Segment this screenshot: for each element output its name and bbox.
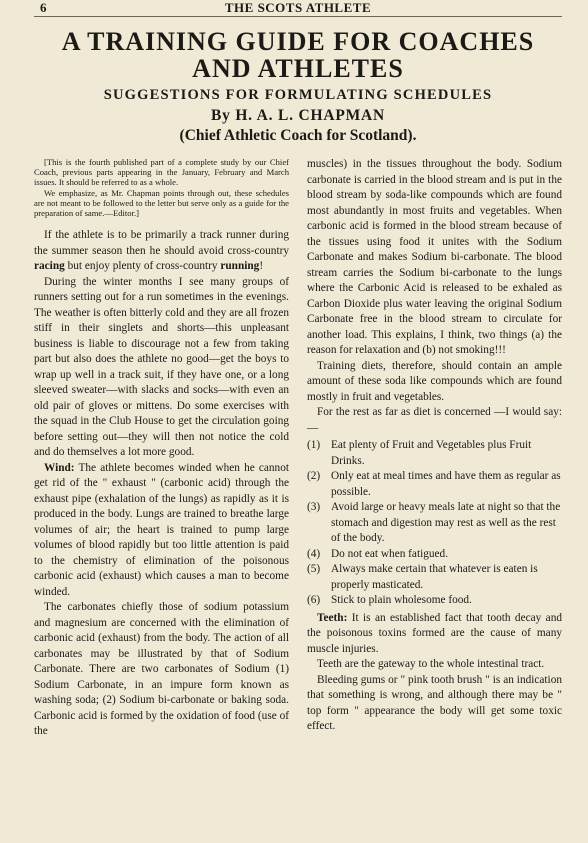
article-title	[34, 28, 562, 82]
editor-note-paragraph: [This is the fourth published part of a complete study by our Chief Coach, previous parts appearing in the January, February and March issues. It should be referred to as a whole.	[34, 157, 289, 188]
wind-heading: Wind:	[44, 461, 75, 474]
teeth-paragraph: Teeth: It is an established fact that tooth decay and the poisonous toxins formed are the cause of many muscle injuries.	[307, 611, 562, 655]
body-paragraph: muscles) in the tissues throughout the body. Sodium carbonate is carried in the blood stream and is put in the blood stream by soda-like compounds which are found most abundantly in most fruits and vegetables. When carbonic acid is formed in the blood stream because of the tissues using food it unites with the Sodium Carbonate and makes Sodium bi-carbonate. The blood stream carries the Sodium bi-carbonate to the lungs where the Carbonic Acid is released to be exhaled as Carbon Dioxide plus water leaving the original Sodium Carbonate free in the blood stream to circulate for another load. This explains, I think, two things (a) the reason for relaxation and (b) not smoking!!!	[307, 158, 562, 356]
body-paragraph: Training diets, therefore, should contain an ample amount of these soda like compounds which are found mostly in fruit and vegetables.	[307, 359, 562, 403]
diet-list-item: (3) Avoid large or heavy meals late at night so that the stomach and digestion may rest as well as the rest of the body.	[307, 501, 561, 544]
running-header	[34, 0, 562, 17]
teeth-heading: Teeth:	[317, 611, 348, 624]
diet-list-item: (5) Always make certain that whatever is eaten is properly masticated.	[307, 563, 538, 591]
article-body	[34, 157, 562, 740]
body-paragraph: Teeth are the gateway to the whole intestinal tract.	[317, 658, 545, 670]
diet-list-item: (2) Only eat at meal times and have them as regular as possible.	[307, 470, 561, 498]
wind-paragraph: Wind: The athlete becomes winded when he cannot get rid of the " exhaust " (carbonic acid) through the exhaust pipe (exhalation of the lungs) as rapidly as it is produced in the body. Lungs are trained to breathe large volumes of air; the heart is trained to pump large volumes of blood rapidly but too little attention is paid to the chemistry of elimination of the poisonous carbonic acid (exhaust) which causes a man to become winded.	[34, 461, 289, 598]
right-column	[307, 157, 562, 740]
diet-list-item: (4) Do not eat when fatigued.	[307, 547, 449, 560]
page-number: 6	[40, 0, 47, 15]
body-paragraph: The carbonates chiefly those of sodium potassium and magnesium are concerned with the elimination of carbonic acid (exhaust) from the body. The action of all carbonates may be illustrated by that of Sodium Carbonate. There are two carbonates of Sodium (1) Sodium Carbonate, in an impure form known as washing soda; (2) Sodium bi-carbonate or baking soda. Carbonic acid is formed by the oxidation of food (use of the	[34, 601, 289, 738]
body-paragraph: If the athlete is to be primarily a track runner during the summer season then he should avoid cross-country racing but enjoy plenty of cross-country running!	[34, 229, 289, 273]
editor-note-paragraph: We emphasize, as Mr. Chapman points through out, these schedules are not meant to be followed to the letter but serve only as a guide for the preparation of same.—Editor.]	[34, 187, 289, 219]
editor-note	[34, 157, 289, 218]
article-title-line-2: AND ATHLETES	[192, 54, 404, 83]
body-paragraph: Bleeding gums or " pink tooth brush " is an indication that something is wrong, and although there may be " top form " appearance the body will get some toxic effect.	[307, 673, 562, 732]
magazine-title: THE SCOTS ATHLETE	[224, 0, 372, 15]
diet-list	[307, 438, 562, 609]
body-paragraph: For the rest as far as diet is concerned —I would say:—	[307, 406, 562, 434]
article-title-line-1: A TRAINING GUIDE FOR COACHES	[61, 27, 535, 56]
author-role: (Chief Athletic Coach for Scotland).	[179, 127, 417, 144]
article-subtitle: SUGGESTIONS FOR FORMULATING SCHEDULES	[103, 87, 493, 103]
diet-list-item: (6) Stick to plain wholesome food.	[307, 594, 472, 606]
author-byline: By H. A. L. CHAPMAN	[210, 107, 386, 124]
body-paragraph: During the winter months I see many groups of runners setting out for a run sometimes in the evenings. The weather is often bitterly cold and they are all frozen stiff in their singlets and shorts—this unpleasant business is liable to discourage not a few from taking part but also does the athlete no good—get the boys to wrap up well in a track suit, if they have one, or a long sleeved sweater—with slacks and socks—with even an old pair of gloves or mittens. Do some exercises with the squad in the Club House to get the circulation going before setting out—they will then not notice the cold and do themselves a lot more good.	[34, 275, 289, 459]
left-column	[34, 157, 289, 740]
diet-list-item: (1) Eat plenty of Fruit and Vegetables plus Fruit Drinks.	[307, 439, 532, 467]
